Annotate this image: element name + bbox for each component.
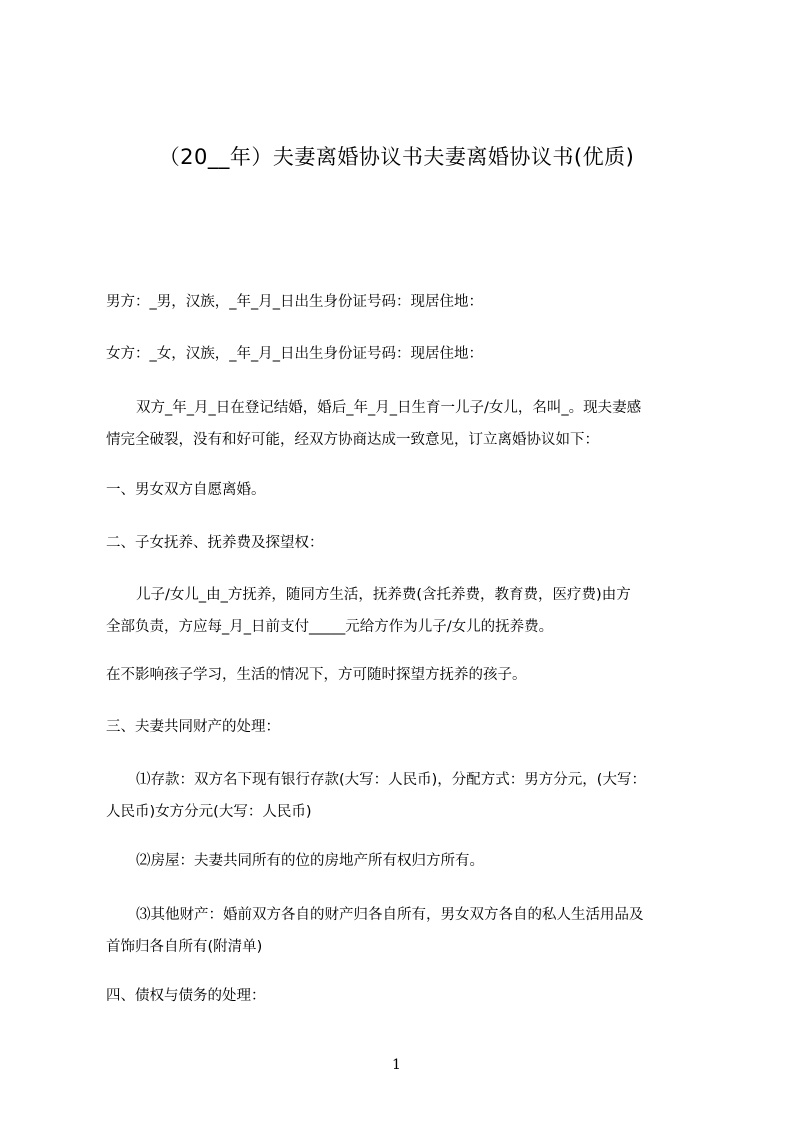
paragraph-line: 人民币)女方分元(大写：人民币) bbox=[106, 804, 312, 820]
paragraph-line: 三、夫妻共同财产的处理： bbox=[106, 719, 280, 735]
paragraph-line: 二、子女抚养、抚养费及探望权： bbox=[106, 535, 324, 551]
paragraph-line: 女方：_女，汉族，_年_月_日出生身份证号码：现居住地： bbox=[106, 346, 483, 362]
paragraph-line: 男方：_男，汉族，_年_月_日出生身份证号码：现居住地： bbox=[106, 294, 483, 310]
paragraph-line: ⑶其他财产：婚前双方各自的财产归各自所有，男女双方各自的私人生活用品及 bbox=[136, 907, 644, 923]
paragraph-child-custody bbox=[106, 579, 706, 643]
paragraph-other-property bbox=[106, 899, 706, 963]
paragraph-deposits bbox=[106, 764, 706, 828]
paragraph-line: 四、债权与债务的处理： bbox=[106, 988, 266, 1004]
paragraph-house bbox=[106, 845, 706, 877]
clause-3-heading bbox=[106, 711, 706, 743]
paragraph-line: 一、男女双方自愿离婚。 bbox=[106, 482, 266, 498]
paragraph-line: 儿子/女儿_由_方抚养，随同方生活，抚养费(含托养费，教育费，医疗费)由方 bbox=[136, 587, 631, 603]
paragraph-line: 情完全破裂，没有和好可能，经双方协商达成一致意见，订立离婚协议如下： bbox=[106, 432, 599, 448]
paragraph-line: 在不影响孩子学习，生活的情况下，方可随时探望方抚养的孩子。 bbox=[106, 667, 527, 683]
paragraph-marriage-background bbox=[106, 392, 706, 456]
clause-4-heading bbox=[106, 980, 706, 1012]
paragraph-visitation bbox=[106, 659, 706, 691]
paragraph-line: 全部负责，方应每_月_日前支付_____元给方作为儿子/女儿的抚养费。 bbox=[106, 619, 554, 635]
page-number: 1 bbox=[392, 1057, 401, 1073]
paragraph-line: 首饰归各自所有(附清单) bbox=[106, 939, 263, 955]
paragraph-female-party bbox=[106, 338, 706, 370]
paragraph-line: 双方_年_月_日在登记结婚，婚后_年_月_日生育一儿子/女儿，名叫_。现夫妻感 bbox=[136, 400, 642, 416]
document-title: （20__年）夫妻离婚协议书夫妻离婚协议书(优质) bbox=[158, 145, 635, 169]
clause-1-heading bbox=[106, 474, 706, 506]
paragraph-line: ⑴存款：双方名下现有银行存款(大写：人民币)，分配方式：男方分元，(大写： bbox=[136, 772, 646, 788]
clause-2-heading bbox=[106, 527, 706, 559]
paragraph-male-party bbox=[106, 286, 706, 318]
paragraph-line: ⑵房屋：夫妻共同所有的位的房地产所有权归方所有。 bbox=[136, 853, 484, 869]
